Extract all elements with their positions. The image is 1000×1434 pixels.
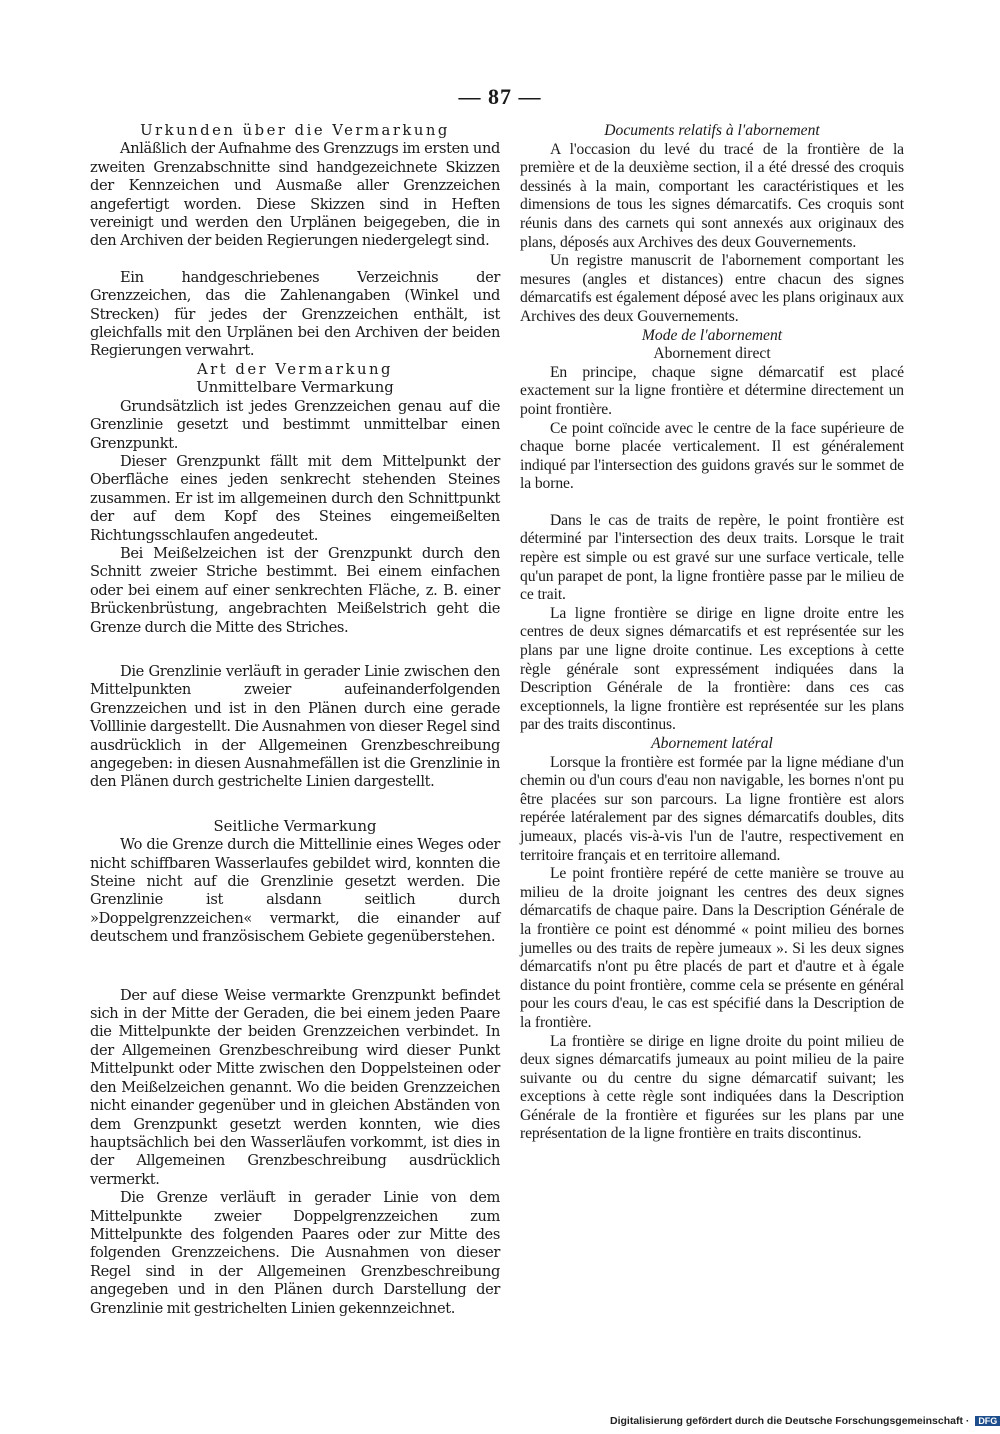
lateral-paragraph-2-fr: Le point frontière repéré de cette manière se trouve au milieu de la droite joignant les centres des deux signes démarcatifs de chaque paire. Dans la Description Générale de la frontière ce point est dénommé « point milieu des bornes jumelles ou des traits de repère jumeaux ». Si les deux signes démarcatifs n'ont pu être placés de part et d'autre et à égale distance du point frontière, comme cela se présente en général pour les cours d'eau, le cas est spécifié dans la Description de la frontière.	[520, 865, 904, 1031]
german-column	[90, 122, 500, 1318]
lateral-subheading-de: Seitliche Vermarkung	[213, 817, 377, 835]
documents-heading-de: Urkunden über die Vermarkung	[140, 122, 450, 139]
lateral-paragraph-3-fr: La frontière se dirige en ligne droite du point milieu de deux signes démarcatifs jumeaux au point milieu de la paire suivante ou du centre du signe démarcatif suivant; les exceptions à cette règle sont indiquées dans la Description Générale de la frontière et figurées sur les plans par une représentation de la ligne frontière en traits discontinus.	[520, 1032, 904, 1143]
lateral-paragraph-1-fr: Lorsque la frontière est formée par la ligne médiane d'un chemin ou d'un cours d'eau non navigable, les bornes n'ont pu être placées sur son parcours. La ligne frontière est alors repérée latéralement par des signes démarcatifs doubles, dits jumeaux, placés vis-à-vis l'un de l'autre, respectivement en territoire français et en territoire allemand.	[520, 753, 904, 864]
documents-paragraph-1-de: Anläßlich der Aufnahme des Grenzzugs im ersten und zweiten Grenzabschnitte sind handgezeichnete Skizzen der Kennzeichen und Ausmaße aller Grenzzeichen angefertigt worden. Diese Skizzen sind in Heften vereinigt und werden den Urplänen beigegeben, die in den Archiven der beiden Regierungen niedergelegt sind.	[90, 140, 500, 250]
direct-paragraph-4-de: Die Grenzlinie verläuft in gerader Linie zwischen den Mittelpunkten zweier aufeinanderfolgenden Grenzzeichen und ist in den Plänen durch eine gerade Volllinie dargestellt. Die Ausnahmen von dieser Regel sind ausdrücklich in der Allgemeinen Grenzbeschreibung angegeben: in diesen Ausnahmefällen ist die Grenzlinie in den Plänen durch gestrichelte Linien dargestellt.	[90, 662, 501, 791]
direct-paragraph-3-fr: Dans le cas de traits de repère, le point frontière est déterminé par l'intersection des deux traits. Lorsque le trait repère est simple ou est gravé sur une surface verticale, telle qu'un parapet de pont, la ligne frontière passe par le milieu de ce trait.	[520, 511, 904, 604]
direct-paragraph-1-fr: En principe, chaque signe démarcatif est placé exactement sur la ligne frontière et détermine directement un point frontière.	[520, 363, 904, 418]
direct-paragraph-1-de: Grundsätzlich ist jedes Grenzzeichen genau auf die Grenzlinie gesetzt und bestimmt unmittelbar einen Grenzpunkt.	[90, 397, 500, 452]
documents-paragraph-2-fr: Un registre manuscrit de l'abornement comportant les mesures (angles et distances) entre chacun des signes démarcatifs est également déposé avec les plans originaux aux Archives des deux Gouvernements.	[520, 252, 904, 325]
documents-paragraph-2-de: Ein handgeschriebenes Verzeichnis der Grenzzeichen, das die Zahlenangaben (Winkel und Strecken) für jedes der Grenzzeichen enthält, ist gleichfalls mit den Urplänen bei den Archiven der beiden Regierungen verwahrt.	[90, 268, 500, 360]
credit-text: Digitalisierung gefördert durch die Deutsche Forschungsgemeinschaft ·	[610, 1415, 970, 1427]
french-column	[520, 122, 904, 1144]
mode-heading-de: Art der Vermarkung	[197, 360, 393, 378]
direct-paragraph-4-fr: La ligne frontière se dirige en ligne droite entre les centres de deux signes démarcatifs et est représentée sur les plans par une ligne droite continue. Les exceptions à cette règle générale sont expressément indiquées dans la Description Générale de la frontière: dans ces cas exceptionnels, la ligne frontière est représentée sur les plans par des traits discontinus.	[520, 604, 904, 734]
lateral-subheading-fr: Abornement latéral	[651, 735, 773, 752]
digitization-credit	[610, 1415, 1000, 1427]
documents-heading-fr: Documents relatifs à l'abornement	[604, 122, 820, 139]
direct-subheading-de: Unmittelbare Vermarkung	[196, 379, 394, 397]
documents-paragraph-1-fr: A l'occasion du levé du tracé de la frontière de la première et de la deuxième section, il a été dressé des croquis dessinés à la main, comportant les caractéristiques et les dimensions de tous les signes démarcatifs. Ces croquis sont réunis dans des carnets qui sont annexés aux originaux des plans, déposés aux Archives des deux Gouvernements.	[520, 140, 904, 251]
direct-subheading-fr: Abornement direct	[653, 345, 771, 363]
mode-heading-fr: Mode de l'abornement	[641, 326, 783, 344]
lateral-paragraph-3-de: Die Grenze verläuft in gerader Linie von dem Mittelpunkte zweier Doppelgrenzzeichen zum Mittelpunkte des folgenden Paares oder zur Mitte des folgenden Grenzzeichens. Die Ausnahmen von dieser Regel sind in der Allgemeinen Grenzbeschreibung angegeben und in den Plänen durch Darstellung der Grenzlinie mit gestrichelten Linien gekennzeichnet.	[90, 1189, 500, 1317]
lateral-paragraph-1-de: Wo die Grenze durch die Mittellinie eines Weges oder nicht schiffbaren Wasserlaufes gebildet wird, konnten die Steine nicht auf die Grenzlinie gesetzt werden. Die Grenzlinie ist alsdann seitlich durch »Doppelgrenzzeichen« vermarkt, die einander auf deutschem und französischem Gebiete gegenüberstehen.	[90, 836, 500, 946]
direct-paragraph-2-fr: Ce point coïncide avec le centre de la face supérieure de chaque borne placée verticalement. Il est généralement indiqué par l'intersection des guidons gravés sur le sommet de la borne.	[520, 419, 904, 493]
direct-paragraph-3-de: Bei Meißelzeichen ist der Grenzpunkt durch den Schnitt zweier Striche bestimmt. Bei einem einfachen oder bei einem auf einer senkrechten Fläche, z. B. einer Brückenbrüstung, angebrachten Meißelstrich geht die Grenze durch die Mitte des Striches.	[90, 544, 500, 636]
direct-paragraph-2-de: Dieser Grenzpunkt fällt mit dem Mittelpunkt der Oberfläche eines jeden senkrecht stehenden Steines zusammen. Er ist im allgemeinen durch den Schnittpunkt der auf dem Kopf des Steines eingemeißelten Richtungsschlaufen angedeutet.	[90, 452, 500, 544]
lateral-paragraph-2-de: Der auf diese Weise vermarkte Grenzpunkt befindet sich in der Mitte der Geraden, die bei einem jeden Paare die Mittelpunkte der beiden Grenzzeichen verbindet. In der Allgemeinen Grenzbeschreibung wird dieser Punkt Mittelpunkt oder Mitte zwischen den Doppelsteinen oder den Meißelzeichen genannt. Wo die beiden Grenzzeichen nicht einander gegenüber und in gleichen Abständen von dem Grenzpunkt gesetzt werden konnten, wie dies hauptsächlich bei den Wasserläufen vorkommt, ist dies in der Allgemeinen Grenzbeschreibung ausdrücklich vermerkt.	[90, 986, 500, 1188]
dfg-logo: DFG	[975, 1416, 1000, 1426]
page-number: — 87 —	[458, 84, 542, 109]
